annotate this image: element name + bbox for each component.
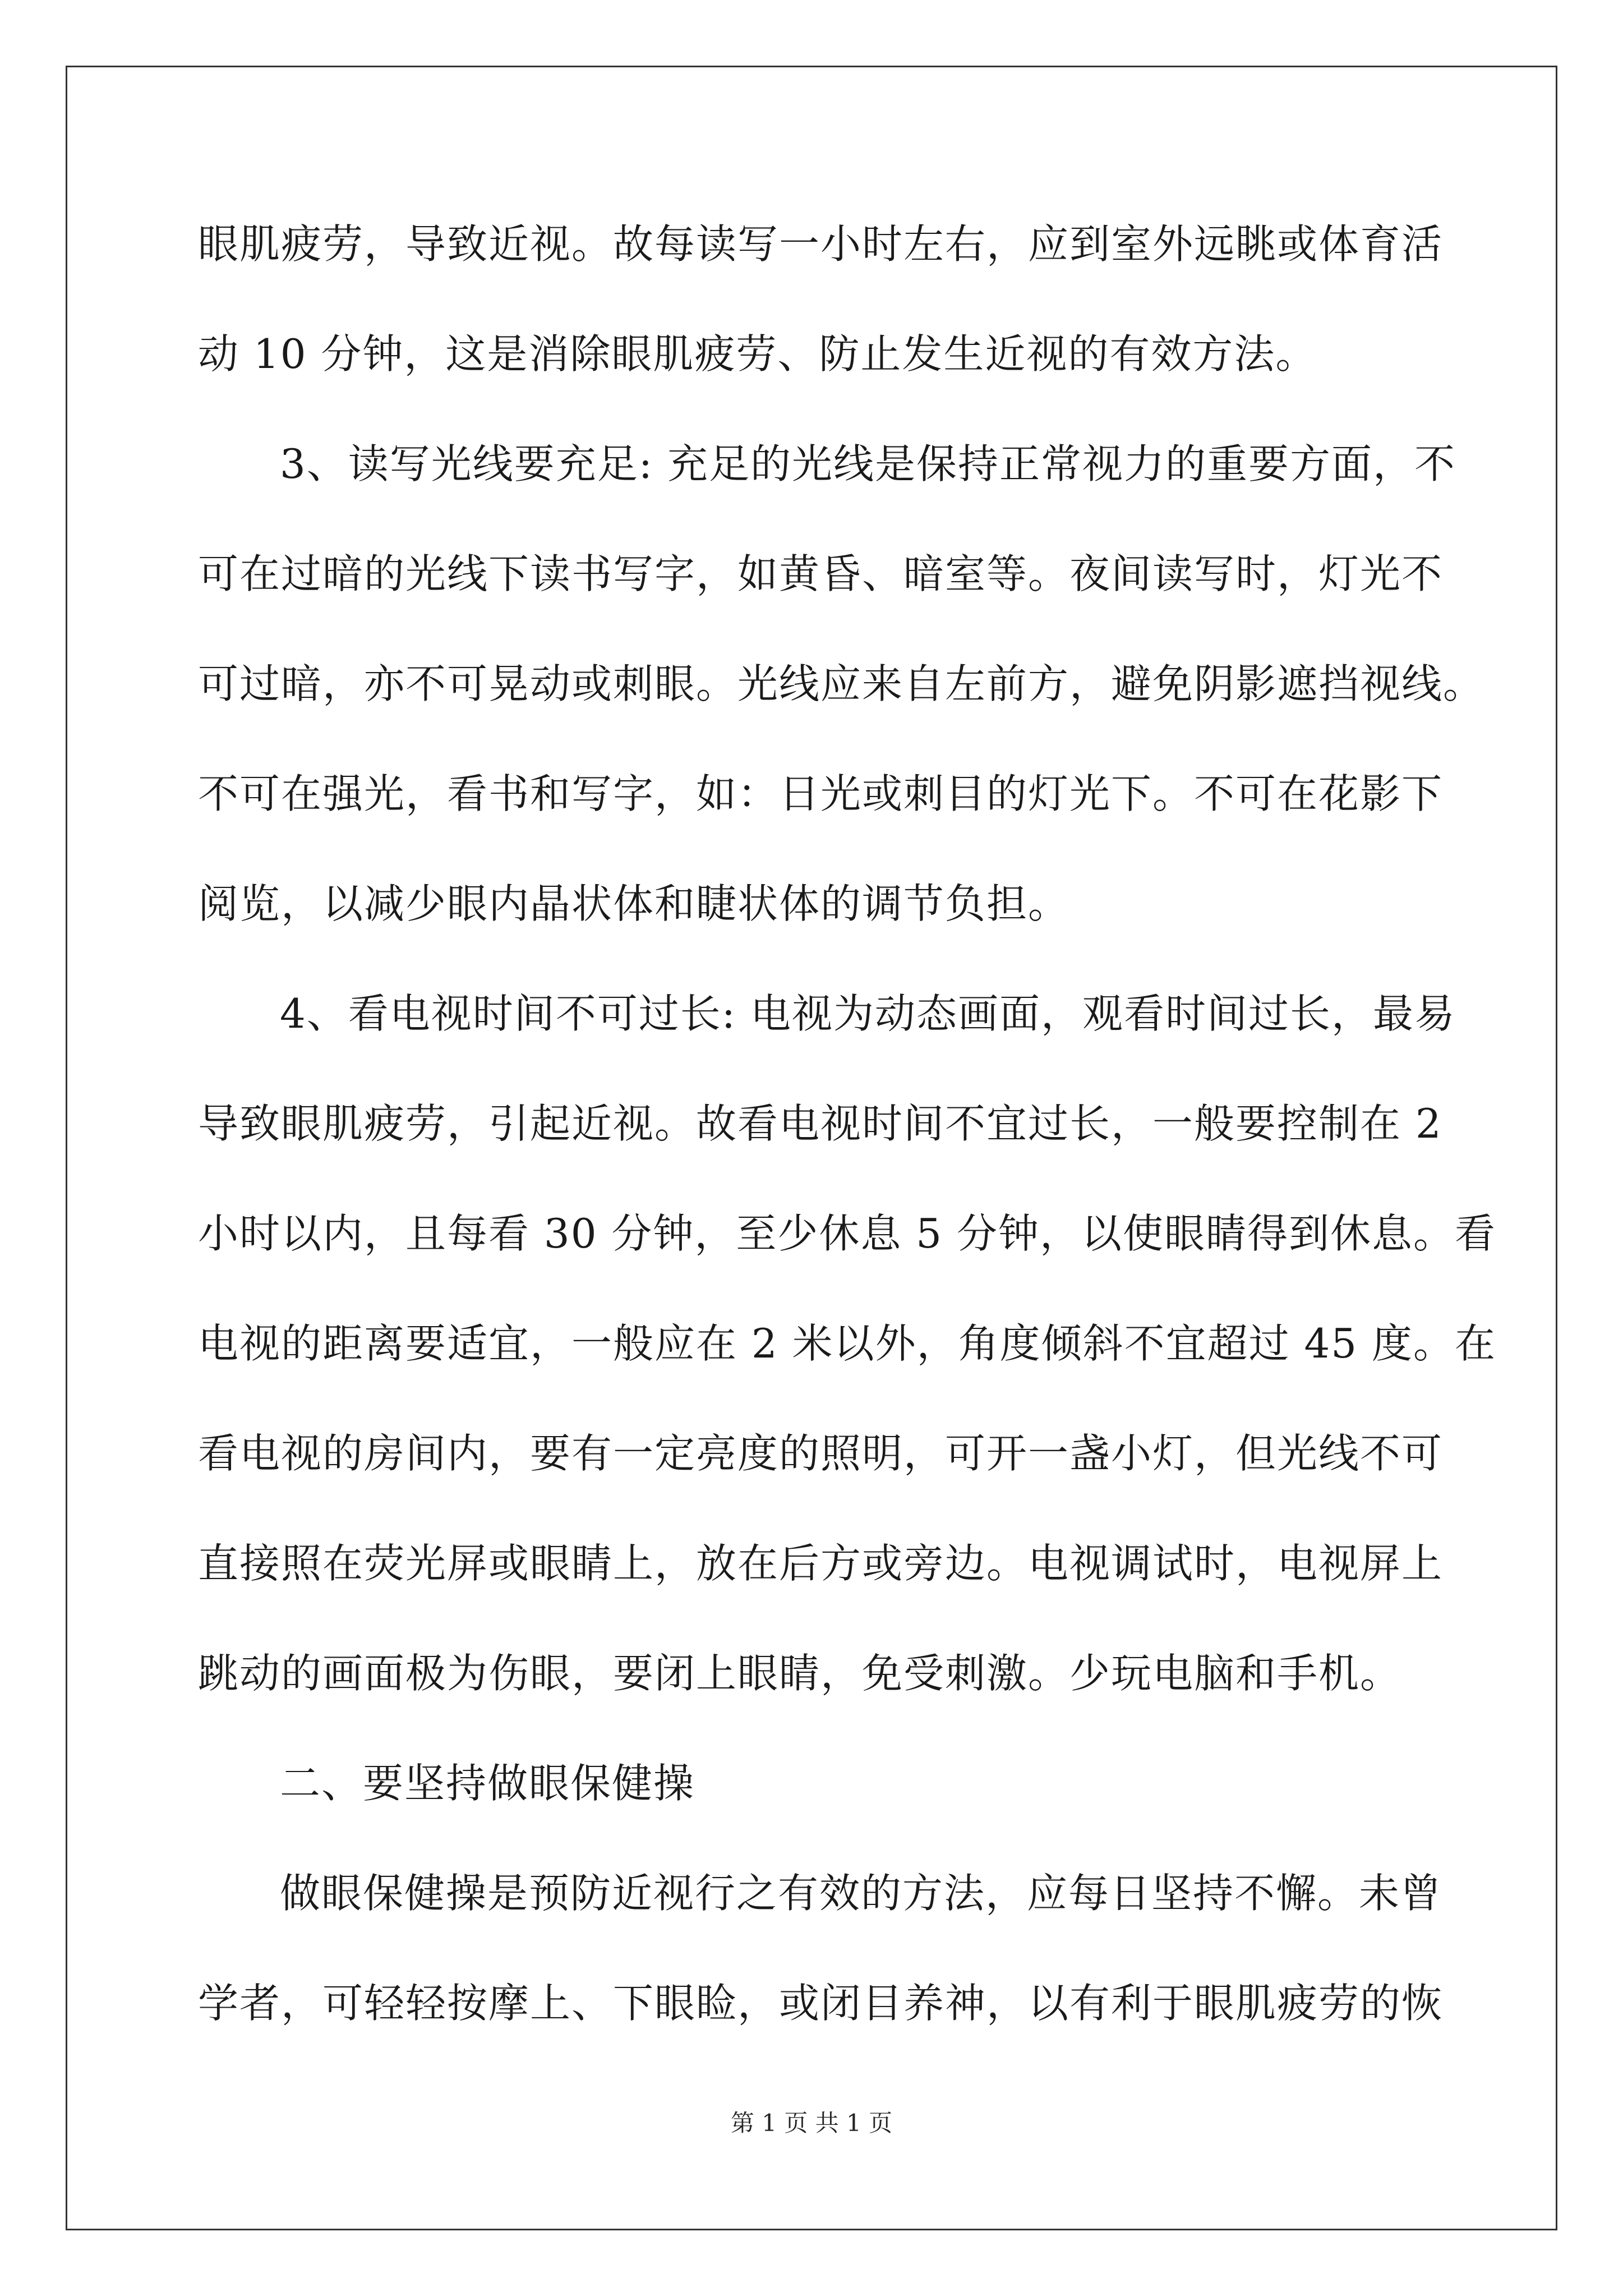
section-heading: 二、要坚持做眼保健操	[280, 1760, 695, 1807]
document-body	[198, 213, 1496, 2082]
text-line: 阅览，以减少眼内晶状体和睫状体的调节负担。	[198, 880, 1070, 927]
page-number-footer: 第 1 页 共 1 页	[730, 2109, 893, 2137]
text-line: 导致眼肌疲劳，引起近视。故看电视时间不宜过长，一般要控制在 2	[198, 1100, 1442, 1147]
text-line: 3、读写光线要充足: 充足的光线是保持正常视力的重要方面，不	[280, 440, 1456, 487]
text-line: 跳动的画面极为伤眼，要闭上眼睛，免受刺激。少玩电脑和手机。	[198, 1650, 1402, 1697]
text-line: 学者，可轻轻按摩上、下眼睑，或闭目养神，以有利于眼肌疲劳的恢	[198, 1980, 1444, 2027]
text-line: 电视的距离要适宜，一般应在 2 米以外，角度倾斜不宜超过 45 度。在	[198, 1320, 1496, 1367]
text-line: 不可在强光，看书和写字，如：日光或刺目的灯光下。不可在花影下	[198, 770, 1444, 817]
text-line: 小时以内，且每看 30 分钟，至少休息 5 分钟，以使眼睛得到休息。看	[198, 1210, 1496, 1257]
text-line: 4、看电视时间不可过长: 电视为动态画面，观看时间过长，最易	[280, 990, 1456, 1037]
text-line: 可过暗，亦不可晃动或刺眼。光线应来自左前方，避免阴影遮挡视线。	[198, 660, 1485, 707]
text-line: 做眼保健操是预防近视行之有效的方法，应每日坚持不懈。未曾	[280, 1870, 1442, 1917]
text-line: 可在过暗的光线下读书写字，如黄昏、暗室等。夜间读写时，灯光不	[198, 550, 1444, 597]
text-line: 动 10 分钟，这是消除眼肌疲劳、防止发生近视的有效方法。	[198, 330, 1317, 378]
text-line: 直接照在荧光屏或眼睛上，放在后方或旁边。电视调试时，电视屏上	[198, 1540, 1444, 1587]
text-line: 看电视的房间内，要有一定亮度的照明，可开一盏小灯，但光线不可	[198, 1430, 1444, 1477]
text-line: 眼肌疲劳，导致近视。故每读写一小时左右，应到室外远眺或体育活	[198, 220, 1444, 268]
